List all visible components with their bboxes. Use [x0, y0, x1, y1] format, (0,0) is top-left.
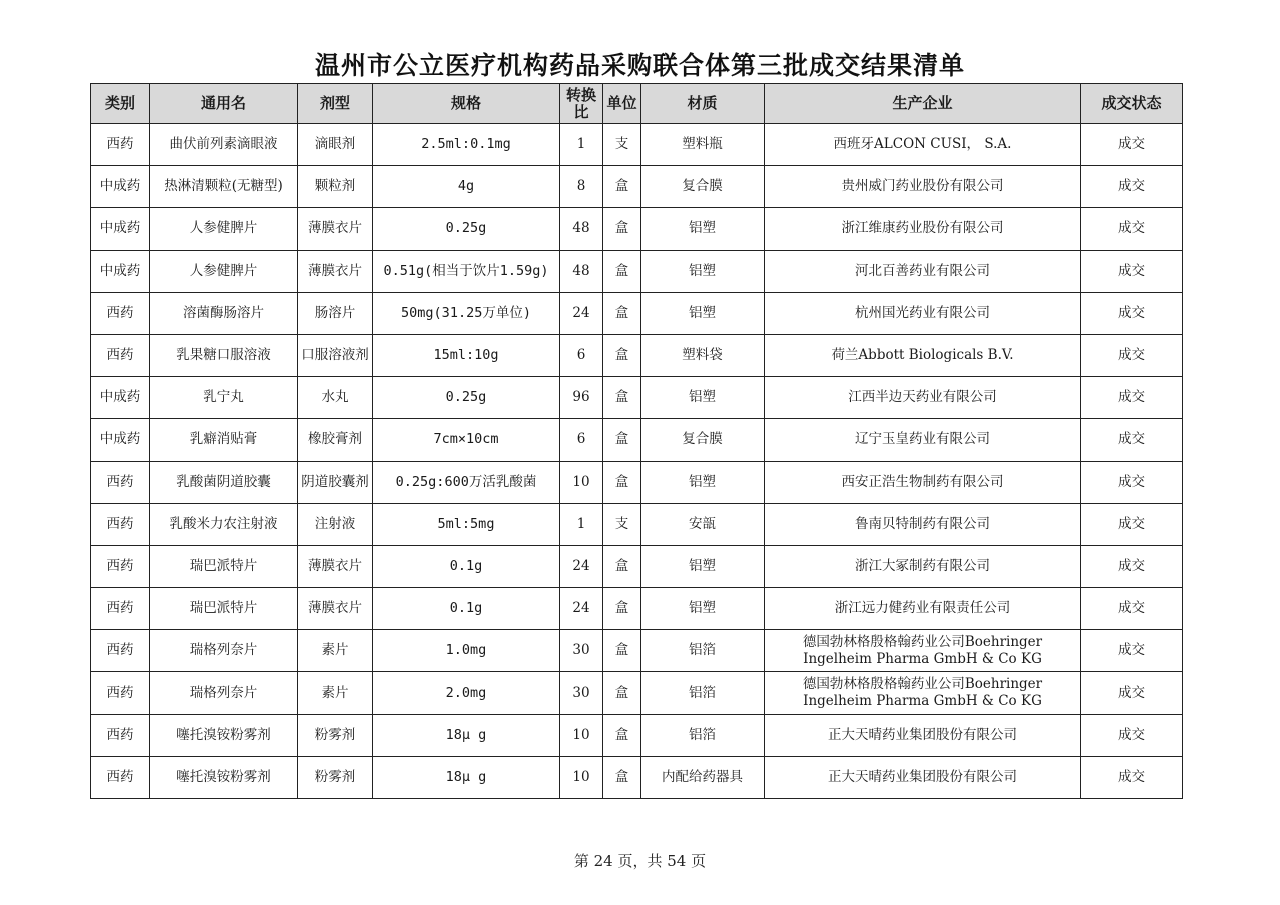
unit-cell: 盒: [603, 377, 641, 419]
dosage-form-cell: 口服溶液剂: [298, 334, 373, 376]
dosage-form-cell: 橡胶膏剂: [298, 419, 373, 461]
table-row: [91, 630, 1183, 672]
conversion-ratio-cell: 1: [560, 503, 603, 545]
conversion-ratio-cell: 24: [560, 292, 603, 334]
generic-name-cell: 乳癖消贴膏: [150, 419, 298, 461]
material-cell: 铝塑: [641, 461, 765, 503]
generic-name-cell: 溶菌酶肠溶片: [150, 292, 298, 334]
table-row: [91, 461, 1183, 503]
unit-cell: 盒: [603, 756, 641, 798]
dosage-form-cell: 素片: [298, 672, 373, 714]
generic-name-cell: 瑞格列奈片: [150, 630, 298, 672]
unit-cell: 盒: [603, 292, 641, 334]
spec-cell: 15ml:10g: [373, 334, 560, 376]
spec-cell: 1.0mg: [373, 630, 560, 672]
header-dosage-form: 剂型: [298, 84, 373, 124]
status-cell: 成交: [1081, 630, 1183, 672]
spec-cell: 5ml:5mg: [373, 503, 560, 545]
material-cell: 复合膜: [641, 166, 765, 208]
status-cell: 成交: [1081, 334, 1183, 376]
header-row: [91, 84, 1183, 124]
table-row: [91, 756, 1183, 798]
manufacturer-cell: 德国勃林格殷格翰药业公司Boehringer Ingelheim Pharma GmbH & Co KG: [765, 672, 1081, 714]
manufacturer-cell: 鲁南贝特制药有限公司: [765, 503, 1081, 545]
category-cell: 西药: [91, 672, 150, 714]
material-cell: 铝箔: [641, 630, 765, 672]
unit-cell: 支: [603, 503, 641, 545]
manufacturer-cell: 西班牙ALCON CUSI， S.A.: [765, 124, 1081, 166]
material-cell: 铝箔: [641, 672, 765, 714]
table-row: [91, 672, 1183, 714]
status-cell: 成交: [1081, 503, 1183, 545]
material-cell: 塑料瓶: [641, 124, 765, 166]
material-cell: 安瓿: [641, 503, 765, 545]
table-row: [91, 250, 1183, 292]
generic-name-cell: 噻托溴铵粉雾剂: [150, 756, 298, 798]
unit-cell: 盒: [603, 588, 641, 630]
conversion-ratio-cell: 48: [560, 208, 603, 250]
manufacturer-cell: 河北百善药业有限公司: [765, 250, 1081, 292]
dosage-form-cell: 肠溶片: [298, 292, 373, 334]
generic-name-cell: 人参健脾片: [150, 208, 298, 250]
header-generic-name: 通用名: [150, 84, 298, 124]
header-unit: 单位: [603, 84, 641, 124]
conversion-ratio-cell: 8: [560, 166, 603, 208]
unit-cell: 盒: [603, 208, 641, 250]
category-cell: 西药: [91, 334, 150, 376]
status-cell: 成交: [1081, 672, 1183, 714]
unit-cell: 盒: [603, 630, 641, 672]
conversion-ratio-cell: 10: [560, 714, 603, 756]
dosage-form-cell: 薄膜衣片: [298, 250, 373, 292]
material-cell: 铝塑: [641, 377, 765, 419]
category-cell: 中成药: [91, 166, 150, 208]
unit-cell: 盒: [603, 672, 641, 714]
category-cell: 中成药: [91, 419, 150, 461]
unit-cell: 盒: [603, 419, 641, 461]
material-cell: 塑料袋: [641, 334, 765, 376]
manufacturer-cell: 贵州威门药业股份有限公司: [765, 166, 1081, 208]
generic-name-cell: 瑞格列奈片: [150, 672, 298, 714]
material-cell: 铝塑: [641, 250, 765, 292]
dosage-form-cell: 素片: [298, 630, 373, 672]
conversion-ratio-cell: 10: [560, 756, 603, 798]
generic-name-cell: 热淋清颗粒(无糖型): [150, 166, 298, 208]
status-cell: 成交: [1081, 208, 1183, 250]
generic-name-cell: 乳酸菌阴道胶囊: [150, 461, 298, 503]
spec-cell: 7cm×10cm: [373, 419, 560, 461]
table-row: [91, 545, 1183, 587]
material-cell: 铝箔: [641, 714, 765, 756]
material-cell: 铝塑: [641, 208, 765, 250]
table-row: [91, 503, 1183, 545]
spec-cell: 18μ g: [373, 714, 560, 756]
header-material: 材质: [641, 84, 765, 124]
table-row: [91, 124, 1183, 166]
manufacturer-cell: 浙江大冢制药有限公司: [765, 545, 1081, 587]
status-cell: 成交: [1081, 756, 1183, 798]
manufacturer-cell: 荷兰Abbott Biologicals B.V.: [765, 334, 1081, 376]
dosage-form-cell: 水丸: [298, 377, 373, 419]
dosage-form-cell: 粉雾剂: [298, 714, 373, 756]
table-row: [91, 419, 1183, 461]
material-cell: 铝塑: [641, 588, 765, 630]
dosage-form-cell: 颗粒剂: [298, 166, 373, 208]
spec-cell: 0.25g: [373, 377, 560, 419]
page-footer: 第 24 页，共 54 页: [573, 852, 707, 870]
manufacturer-cell: 杭州国光药业有限公司: [765, 292, 1081, 334]
generic-name-cell: 噻托溴铵粉雾剂: [150, 714, 298, 756]
dosage-form-cell: 注射液: [298, 503, 373, 545]
spec-cell: 4g: [373, 166, 560, 208]
dosage-form-cell: 薄膜衣片: [298, 588, 373, 630]
status-cell: 成交: [1081, 461, 1183, 503]
conversion-ratio-cell: 30: [560, 672, 603, 714]
header-category: 类别: [91, 84, 150, 124]
table-row: [91, 208, 1183, 250]
generic-name-cell: 瑞巴派特片: [150, 545, 298, 587]
generic-name-cell: 曲伏前列素滴眼液: [150, 124, 298, 166]
spec-cell: 18μ g: [373, 756, 560, 798]
spec-cell: 0.25g: [373, 208, 560, 250]
unit-cell: 盒: [603, 166, 641, 208]
conversion-ratio-cell: 6: [560, 334, 603, 376]
manufacturer-cell: 浙江远力健药业有限责任公司: [765, 588, 1081, 630]
status-cell: 成交: [1081, 292, 1183, 334]
spec-cell: 50mg(31.25万单位): [373, 292, 560, 334]
category-cell: 西药: [91, 503, 150, 545]
table-row: [91, 377, 1183, 419]
dosage-form-cell: 滴眼剂: [298, 124, 373, 166]
status-cell: 成交: [1081, 250, 1183, 292]
status-cell: 成交: [1081, 124, 1183, 166]
conversion-ratio-cell: 1: [560, 124, 603, 166]
spec-cell: 2.0mg: [373, 672, 560, 714]
spec-cell: 0.25g:600万活乳酸菌: [373, 461, 560, 503]
category-cell: 西药: [91, 124, 150, 166]
material-cell: 铝塑: [641, 545, 765, 587]
material-cell: 复合膜: [641, 419, 765, 461]
spec-cell: 0.51g(相当于饮片1.59g): [373, 250, 560, 292]
category-cell: 西药: [91, 630, 150, 672]
manufacturer-cell: 正大天晴药业集团股份有限公司: [765, 714, 1081, 756]
table-row: [91, 334, 1183, 376]
status-cell: 成交: [1081, 714, 1183, 756]
header-spec: 规格: [373, 84, 560, 124]
unit-cell: 盒: [603, 714, 641, 756]
dosage-form-cell: 薄膜衣片: [298, 208, 373, 250]
category-cell: 西药: [91, 545, 150, 587]
conversion-ratio-cell: 6: [560, 419, 603, 461]
manufacturer-cell: 西安正浩生物制药有限公司: [765, 461, 1081, 503]
unit-cell: 盒: [603, 545, 641, 587]
status-cell: 成交: [1081, 419, 1183, 461]
unit-cell: 盒: [603, 461, 641, 503]
status-cell: 成交: [1081, 588, 1183, 630]
category-cell: 西药: [91, 714, 150, 756]
unit-cell: 盒: [603, 250, 641, 292]
generic-name-cell: 乳酸米力农注射液: [150, 503, 298, 545]
spec-cell: 0.1g: [373, 545, 560, 587]
table-row: [91, 292, 1183, 334]
status-cell: 成交: [1081, 377, 1183, 419]
page-title: 温州市公立医疗机构药品采购联合体第三批成交结果清单: [314, 51, 965, 80]
table-row: [91, 166, 1183, 208]
category-cell: 中成药: [91, 250, 150, 292]
results-table: [90, 83, 1183, 799]
status-cell: 成交: [1081, 545, 1183, 587]
conversion-ratio-cell: 24: [560, 588, 603, 630]
manufacturer-cell: 江西半边天药业有限公司: [765, 377, 1081, 419]
conversion-ratio-cell: 30: [560, 630, 603, 672]
table-row: [91, 714, 1183, 756]
material-cell: 内配给药器具: [641, 756, 765, 798]
dosage-form-cell: 阴道胶囊剂: [298, 461, 373, 503]
spec-cell: 2.5ml:0.1mg: [373, 124, 560, 166]
conversion-ratio-cell: 24: [560, 545, 603, 587]
manufacturer-cell: 正大天晴药业集团股份有限公司: [765, 756, 1081, 798]
header-status: 成交状态: [1081, 84, 1183, 124]
unit-cell: 支: [603, 124, 641, 166]
category-cell: 西药: [91, 588, 150, 630]
spec-cell: 0.1g: [373, 588, 560, 630]
category-cell: 西药: [91, 756, 150, 798]
status-cell: 成交: [1081, 166, 1183, 208]
conversion-ratio-cell: 10: [560, 461, 603, 503]
header-conversion-ratio: 转换比: [560, 84, 603, 124]
table-row: [91, 588, 1183, 630]
category-cell: 西药: [91, 461, 150, 503]
generic-name-cell: 乳果糖口服溶液: [150, 334, 298, 376]
dosage-form-cell: 薄膜衣片: [298, 545, 373, 587]
dosage-form-cell: 粉雾剂: [298, 756, 373, 798]
conversion-ratio-cell: 96: [560, 377, 603, 419]
conversion-ratio-cell: 48: [560, 250, 603, 292]
manufacturer-cell: 浙江维康药业股份有限公司: [765, 208, 1081, 250]
category-cell: 西药: [91, 292, 150, 334]
category-cell: 中成药: [91, 208, 150, 250]
generic-name-cell: 人参健脾片: [150, 250, 298, 292]
manufacturer-cell: 德国勃林格殷格翰药业公司Boehringer Ingelheim Pharma GmbH & Co KG: [765, 630, 1081, 672]
manufacturer-cell: 辽宁玉皇药业有限公司: [765, 419, 1081, 461]
material-cell: 铝塑: [641, 292, 765, 334]
generic-name-cell: 瑞巴派特片: [150, 588, 298, 630]
generic-name-cell: 乳宁丸: [150, 377, 298, 419]
unit-cell: 盒: [603, 334, 641, 376]
category-cell: 中成药: [91, 377, 150, 419]
header-manufacturer: 生产企业: [765, 84, 1081, 124]
